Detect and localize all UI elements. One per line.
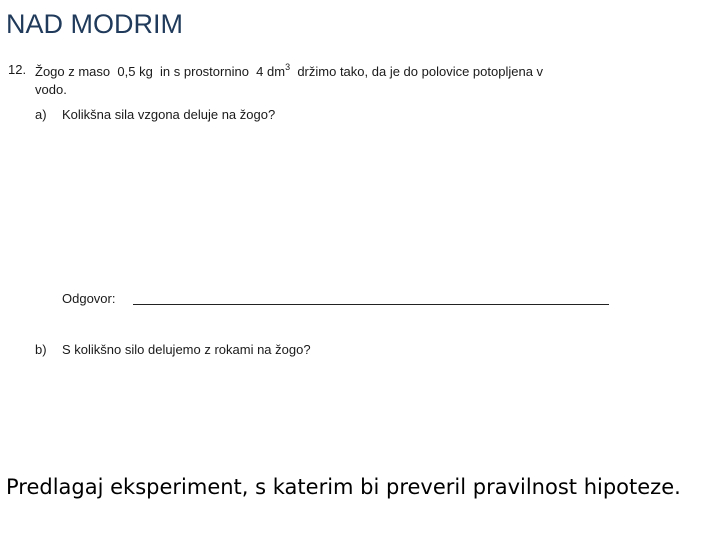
- question-text-end: držimo tako, da je do polovice potopljena v: [297, 64, 544, 79]
- mass-value: 0,5 kg: [117, 64, 153, 79]
- subquestion-a-text: Kolikšna sila vzgona deluje na žogo?: [62, 107, 276, 122]
- question-text-start: Žogo z maso: [35, 64, 111, 79]
- subquestion-a-letter: a): [35, 107, 47, 122]
- volume-exponent: 3: [285, 62, 291, 72]
- page-title: NAD MODRIM: [6, 9, 183, 39]
- question-text-line-2: vodo.: [35, 82, 67, 97]
- volume-value: 4 dm: [256, 64, 286, 79]
- question-text-middle: in s prostornino: [160, 64, 249, 79]
- experiment-prompt: Predlagaj eksperiment, s katerim bi preveril pravilnost hipoteze.: [6, 475, 681, 499]
- answer-line: [133, 304, 609, 305]
- question-number: 12.: [8, 62, 27, 77]
- scanned-problem: [0, 50, 720, 380]
- subquestion-b-text: S kolikšno silo delujemo z rokami na žogo?: [62, 342, 311, 357]
- subquestion-b-letter: b): [35, 342, 47, 357]
- question-text-line-1: [35, 62, 543, 79]
- answer-label: Odgovor:: [62, 291, 116, 306]
